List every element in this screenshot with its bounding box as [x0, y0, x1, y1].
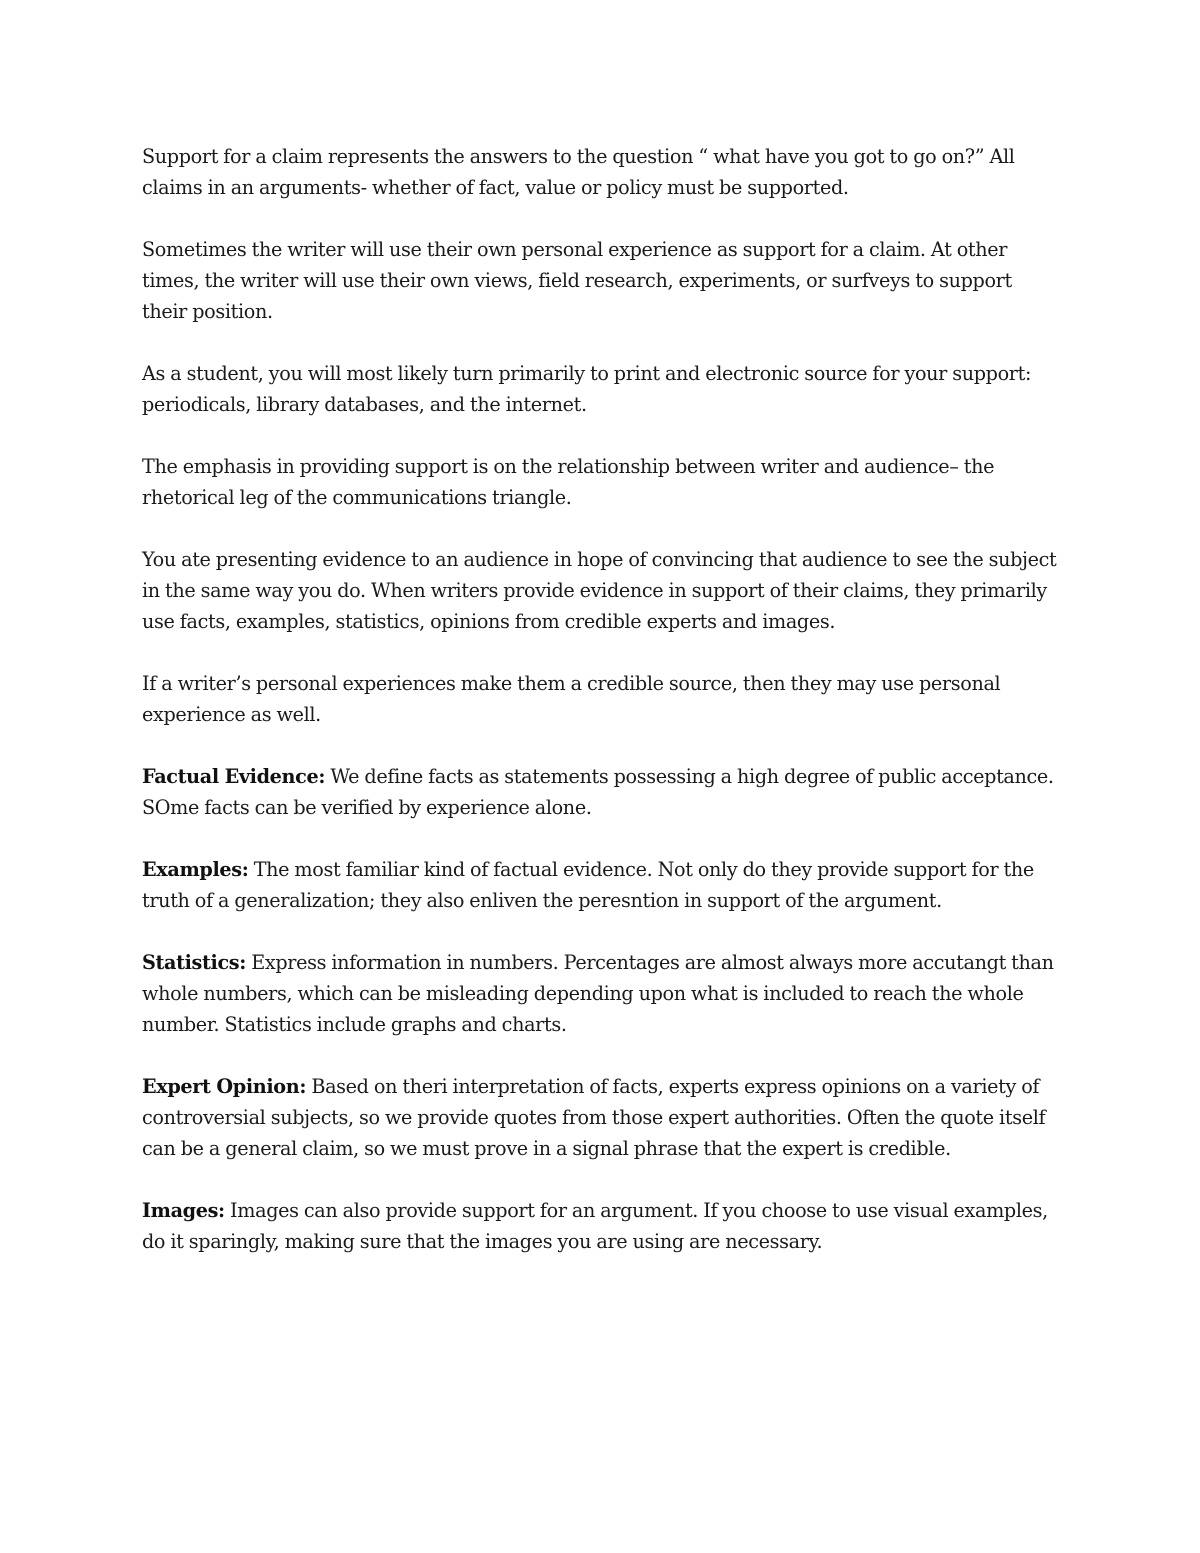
definition-images — [142, 1195, 1062, 1257]
term-expert-opinion: Expert Opinion: — [142, 1075, 307, 1098]
term-images: Images: — [142, 1199, 225, 1222]
paragraph-student-sources: As a student, you will most likely turn primarily to print and electronic source for your support: periodicals, library databases, and the internet. — [142, 362, 1032, 416]
definition-text: Images can also provide support for an argument. If you choose to use visual examples, do it sparingly, making sure that the images you are using are necessary. — [142, 1199, 1048, 1253]
paragraph-emphasis: The emphasis in providing support is on the relationship between writer and audience– the rhetorical leg of the communications triangle. — [142, 455, 995, 509]
term-statistics: Statistics: — [142, 951, 246, 974]
paragraph-personal-experience: Sometimes the writer will use their own personal experience as support for a claim. At other times, the writer will use their own views, field research, experiments, or surfveys to support their position. — [142, 238, 1012, 323]
document-body — [142, 141, 1062, 1288]
paragraph-claim-support: Support for a claim represents the answers to the question “ what have you got to go on?” All claims in an arguments- whether of fact, value or policy must be supported. — [142, 145, 1015, 199]
definition-text: Express information in numbers. Percentages are almost always more accutangt than whole numbers, which can be misleading depending upon what is included to reach the whole number. Statistics include graphs and charts. — [142, 951, 1054, 1036]
definition-expert-opinion — [142, 1071, 1062, 1164]
definition-text: The most familiar kind of factual evidence. Not only do they provide support for the truth of a generalization; they also enliven the peresntion in support of the argument. — [142, 858, 1034, 912]
definition-factual-evidence — [142, 761, 1062, 823]
term-factual-evidence: Factual Evidence: — [142, 765, 326, 788]
definition-text: We define facts as statements possessing a high degree of public acceptance. SOme facts can be verified by experience alone. — [142, 765, 1054, 819]
definition-text: Based on theri interpretation of facts, experts express opinions on a variety of controversial subjects, so we provide quotes from those expert authorities. Often the quote itself can be a general claim, so we must prove in a signal phrase that the expert is credible. — [142, 1075, 1046, 1160]
definition-examples — [142, 854, 1062, 916]
paragraph-presenting-evidence: You ate presenting evidence to an audience in hope of convincing that audience to see the subject in the same way you do. When writers provide evidence in support of their claims, they primarily use facts, examples, statistics, opinions from credible experts and images. — [142, 548, 1057, 633]
term-examples: Examples: — [142, 858, 249, 881]
definition-statistics — [142, 947, 1062, 1040]
paragraph-credible-source: If a writer’s personal experiences make them a credible source, then they may use personal experience as well. — [142, 672, 1001, 726]
